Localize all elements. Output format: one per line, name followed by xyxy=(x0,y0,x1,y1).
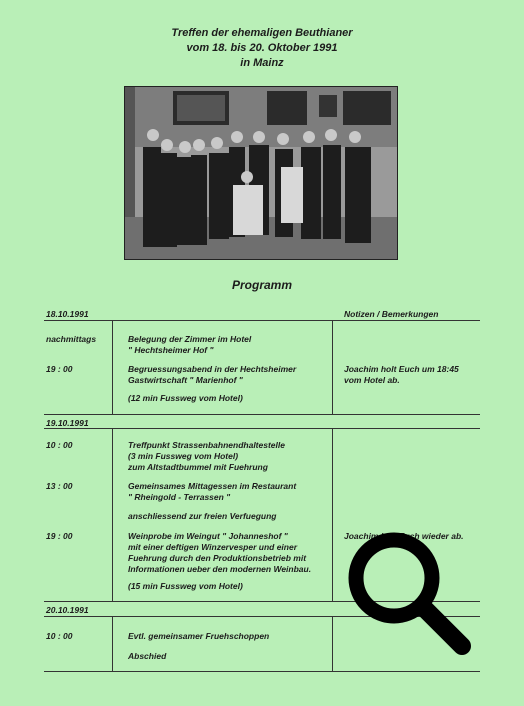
entry-time: 19 : 00 xyxy=(46,531,73,541)
entry-line: Treffpunkt Strassenbahnendhaltestelle xyxy=(128,440,285,450)
table-rule xyxy=(44,671,480,672)
entry-extra: Abschied xyxy=(128,651,167,661)
entry-line: Evtl. gemeinsamer Fruehschoppen xyxy=(128,631,270,641)
table-divider xyxy=(112,320,113,414)
notes-heading: Notizen / Bemerkungen xyxy=(344,309,439,319)
entry-line: Gastwirtschaft " Marienhof " xyxy=(128,375,243,385)
magnifier-icon[interactable] xyxy=(336,520,482,666)
table-divider xyxy=(112,616,113,671)
entry-extra: (15 min Fussweg vom Hotel) xyxy=(128,581,243,591)
day-date: 19.10.1991 xyxy=(46,418,89,428)
title-line-3: in Mainz xyxy=(240,57,284,69)
title-line-1: Treffen der ehemaligen Beuthianer xyxy=(171,27,353,39)
entry-time: nachmittags xyxy=(46,334,97,344)
entry-time: 10 : 00 xyxy=(46,631,73,641)
entry-line: Belegung der Zimmer im Hotel xyxy=(128,334,252,344)
entry-line: " Rheingold - Terrassen " xyxy=(128,492,231,502)
group-photo-image xyxy=(125,87,397,259)
entry-extra: anschliessend zur freien Verfuegung xyxy=(128,511,277,521)
entry-line: Gemeinsames Mittagessen im Restaurant xyxy=(128,481,297,491)
entry-line: (3 min Fussweg vom Hotel) xyxy=(128,451,239,461)
program-heading: Programm xyxy=(231,278,293,292)
table-divider xyxy=(332,320,333,414)
table-divider xyxy=(112,428,113,601)
table-rule xyxy=(44,414,480,415)
entry-extra: (12 min Fussweg vom Hotel) xyxy=(128,393,243,403)
day-date: 20.10.1991 xyxy=(46,605,89,615)
entry-time: 10 : 00 xyxy=(46,440,73,450)
entry-note: Joachim holt Euch wieder ab. xyxy=(344,531,464,541)
entry-note: vom Hotel ab. xyxy=(344,375,400,385)
entry-line: " Hechtsheimer Hof " xyxy=(128,345,214,355)
entry-line: Weinprobe im Weingut " Johanneshof " xyxy=(128,531,288,541)
entry-line: zum Altstadtbummel mit Fuehrung xyxy=(128,462,268,472)
table-divider xyxy=(332,616,333,671)
table-rule xyxy=(44,320,480,321)
group-photo xyxy=(124,86,398,260)
entry-time: 13 : 00 xyxy=(46,481,73,491)
entry-line: Fuehrung durch den Produktionsbetrieb mit xyxy=(128,553,307,563)
entry-note: Joachim holt Euch um 18:45 xyxy=(344,364,459,374)
table-rule xyxy=(44,428,480,429)
entry-time: 19 : 00 xyxy=(46,364,73,374)
day-date: 18.10.1991 xyxy=(46,309,89,319)
document-title xyxy=(0,26,524,71)
title-line-2: vom 18. bis 20. Oktober 1991 xyxy=(186,42,338,54)
table-divider xyxy=(332,428,333,601)
entry-line: mit einer deftigen Winzervesper und einer xyxy=(128,542,298,552)
entry-line: Begruessungsabend in der Hechtsheimer xyxy=(128,364,297,374)
entry-line: Informationen ueber den modernen Weinbau. xyxy=(128,564,312,574)
